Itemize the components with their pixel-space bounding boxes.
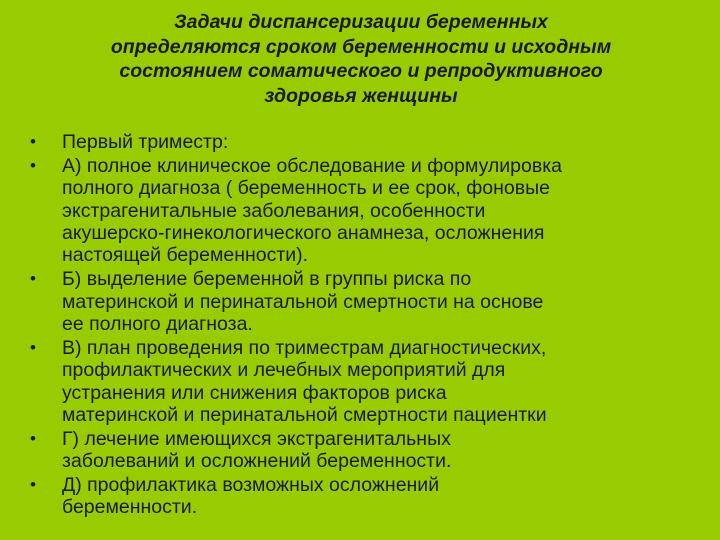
item-text-line: материнской и перинатальной смертности на основе bbox=[62, 290, 544, 313]
item-text-line: А) полное клиническое обследование и формулировка bbox=[62, 154, 563, 177]
item-text-line: экстрагенитальные заболевания, особенности bbox=[62, 199, 486, 222]
item-text-line: ее полного диагноза. bbox=[62, 313, 253, 336]
bullet-icon: • bbox=[30, 155, 36, 175]
slide-title bbox=[40, 10, 682, 108]
list-item-b bbox=[22, 268, 712, 335]
item-text-line: полного диагноза ( беременность и ее срок, фоновые bbox=[62, 177, 550, 200]
bullet-icon: • bbox=[30, 132, 36, 151]
title-line: здоровья женщины bbox=[264, 84, 458, 107]
item-text-line: заболеваний и осложнений беременности. bbox=[62, 450, 452, 473]
title-line: состоянием соматического и репродуктивного bbox=[119, 60, 603, 82]
item-text-line: Первый триместр: bbox=[62, 131, 229, 153]
bullet-icon: • bbox=[30, 428, 36, 448]
item-text-line: Г) лечение имеющихся экстрагенитальных bbox=[62, 427, 451, 450]
item-text-line: настоящей беременности). bbox=[62, 244, 309, 267]
item-text-line: устранения или снижения факторов риска bbox=[62, 381, 447, 404]
title-line: Задачи диспансеризации беременных bbox=[174, 11, 548, 33]
list-item-v bbox=[22, 337, 712, 427]
list-item-g bbox=[22, 428, 712, 473]
item-text-line: Б) выделение беременной в группы риска по bbox=[62, 268, 472, 291]
bullet-icon: • bbox=[30, 337, 36, 357]
title-line: определяются сроком беременности и исходным bbox=[110, 35, 612, 58]
item-text-line: беременности. bbox=[62, 496, 198, 519]
list-item-first-trimester bbox=[22, 131, 712, 153]
item-text-line: акушерско-гинекологического анамнеза, осложнения bbox=[62, 222, 545, 245]
list-item-d bbox=[22, 474, 712, 519]
item-text-line: В) план проведения по триместрам диагностических, bbox=[62, 336, 547, 359]
bullet-icon: • bbox=[30, 475, 36, 495]
bullet-list bbox=[22, 131, 712, 520]
item-text-line: профилактических и лечебных мероприятий для bbox=[62, 359, 506, 382]
item-text-line: Д) профилактика возможных осложнений bbox=[62, 474, 440, 497]
bullet-icon: • bbox=[30, 269, 36, 289]
item-text-line: материнской и перинатальной смертности пациентки bbox=[62, 404, 547, 427]
list-item-a bbox=[22, 155, 712, 267]
